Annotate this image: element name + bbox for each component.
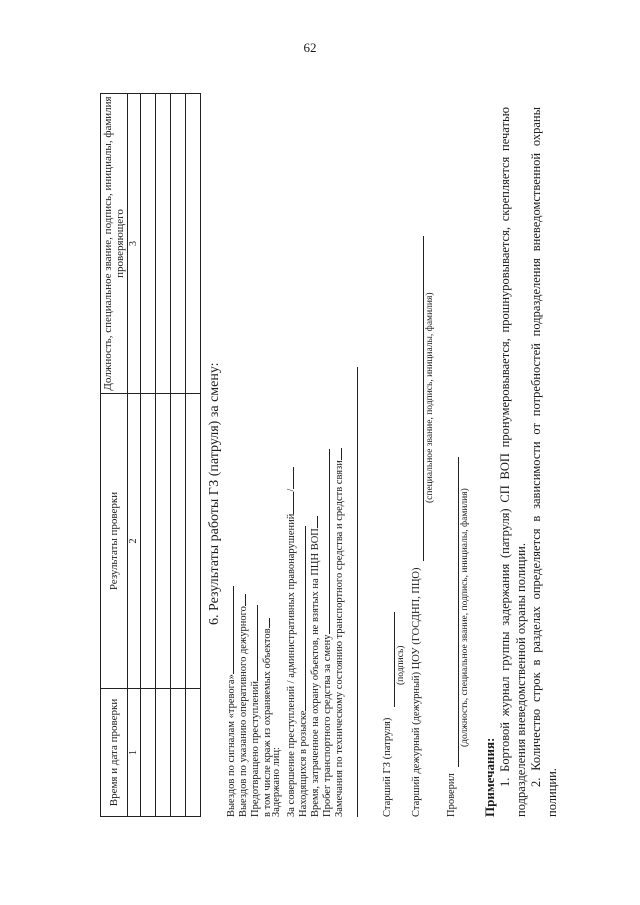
field-blank [259, 618, 270, 628]
notes-title: Примечания: [482, 737, 497, 817]
header-time-date: Время и дата проверки [101, 689, 128, 817]
field-blank [295, 526, 306, 711]
duty-officer-label: Старший дежурный (дежурный) ЦОУ (ГОСДНП, ПЦО) [411, 567, 422, 817]
table-cell [186, 94, 201, 394]
field-blank [247, 605, 258, 681]
duty-signature-caption: (специальное звание, подпись, инициалы, фамилия) [425, 292, 435, 503]
field-label: Время, затраченное на охрану объектов, не взятых на ПЦН ВОП [310, 528, 321, 817]
header-results: Результаты проверки [101, 394, 128, 689]
field-blank [307, 516, 318, 528]
field-label: Выездов по указанию оперативного дежурного [238, 606, 249, 817]
field-blank [331, 448, 342, 460]
col-number-2: 2 [128, 394, 141, 689]
table-cell [156, 94, 171, 394]
field-detained [271, 747, 284, 817]
table-cell [171, 394, 186, 689]
table-row [141, 94, 156, 817]
field-label: За совершение преступлений / административных правонарушений [286, 513, 297, 817]
table-cell [141, 394, 156, 689]
note-1: 1. Бортовой журнал группы задержания (патруля) СП ВОП пронумеровывается, прошнуровывается, скрепляется печатью подразделения вневедомственной охраны полиции. [498, 107, 528, 817]
checked-by-label: Проверил [446, 773, 457, 817]
table-cell [156, 394, 171, 689]
field-label: Пробег транспортного средства за смену [322, 634, 333, 817]
table-cell [156, 689, 171, 817]
field-blank [223, 586, 234, 674]
remarks-line [357, 367, 358, 817]
inspection-results-table [100, 93, 201, 817]
checked-signature-line [458, 457, 459, 767]
col-number-1: 1 [128, 689, 141, 817]
field-label: Замечания по техническому состоянию транспортного средства и средств связи [334, 460, 345, 817]
page-number: 62 [303, 40, 317, 55]
field-label: Задержано лиц: [271, 747, 282, 817]
field-remarks [331, 448, 347, 817]
table-cell [186, 689, 201, 817]
table-cell [141, 689, 156, 817]
field-blank [235, 594, 246, 606]
table-cell [171, 689, 186, 817]
field-blank [319, 449, 330, 634]
field-label: Предотвращено преступлений [250, 680, 261, 817]
table-cell [186, 394, 201, 689]
table-row [171, 94, 186, 817]
checked-signature-caption: (должность, специальное звание, подпись, инициалы, фамилия) [460, 488, 470, 747]
table-cell [141, 94, 156, 394]
table-row [186, 94, 201, 817]
duty-signature-line [423, 236, 424, 561]
note-2: 2. Количество строк в разделах определяется в зависимости от потребностей подразделения вневедомственной охраны полиции. [529, 107, 559, 817]
table-row [156, 94, 171, 817]
slash-separator: / [286, 488, 297, 492]
field-label: Находящихся в розыске [298, 710, 309, 817]
field-blank [283, 492, 294, 514]
rotated-form [100, 75, 559, 825]
table-cell [171, 94, 186, 394]
senior-signature-line [394, 612, 395, 707]
field-label: Выездов по сигналам «тревога» [226, 674, 237, 817]
field-label: в том числе краж из охраняемых объектов [262, 628, 273, 817]
col-number-3: 3 [128, 94, 141, 394]
header-inspector: Должность, специальное звание, подпись, инициалы, фамилия проверяющего [101, 94, 128, 394]
section6-title: 6. Результаты работы ГЗ (патруля) за смену: [207, 362, 222, 625]
field-blank [283, 467, 294, 489]
senior-signature-caption: (подпись) [396, 645, 406, 685]
senior-patrol-label: Старший ГЗ (патруля) [382, 717, 393, 817]
